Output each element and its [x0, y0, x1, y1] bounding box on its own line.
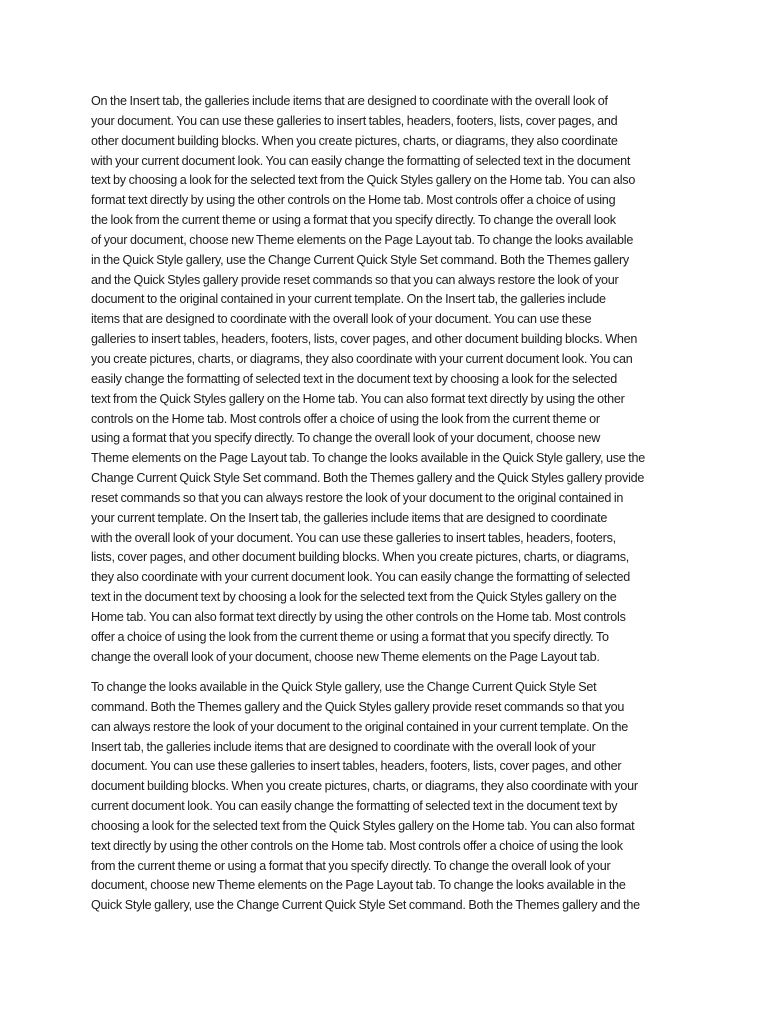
- text-line: document building blocks. When you create pictures, charts, or diagrams, they also coordinate with your: [91, 779, 638, 794]
- text-line: text in the document text by choosing a look for the selected text from the Quick Styles gallery on the: [91, 590, 617, 605]
- text-line: other document building blocks. When you create pictures, charts, or diagrams, they also coordinate: [91, 133, 618, 148]
- text-line: text from the Quick Styles gallery on the Home tab. You can also format text directly by using the other: [91, 391, 625, 406]
- text-line: change the overall look of your document, choose new Theme elements on the Page Layout tab.: [91, 649, 600, 664]
- text-line: lists, cover pages, and other document building blocks. When you create pictures, charts, or diagrams,: [91, 550, 630, 565]
- text-line: from the current theme or using a format that you specify directly. To change the overall look of your: [91, 858, 611, 873]
- paragraph-2: [91, 678, 683, 916]
- paragraph-1: [91, 92, 683, 667]
- text-line: current document look. You can easily change the formatting of selected text in the document text by: [91, 799, 618, 814]
- text-line: choosing a look for the selected text from the Quick Styles gallery on the Home tab. You can also format: [91, 818, 635, 833]
- text-line: they also coordinate with your current document look. You can easily change the formatting of selected: [91, 570, 630, 585]
- text-line: Insert tab, the galleries include items that are designed to coordinate with the overall look of your: [91, 739, 596, 754]
- text-line: with the overall look of your document. You can use these galleries to insert tables, headers, footers,: [91, 530, 616, 545]
- text-line: Home tab. You can also format text directly by using the other controls on the Home tab. Most controls: [91, 609, 626, 624]
- text-line: you create pictures, charts, or diagrams, they also coordinate with your current document look. You can: [91, 351, 633, 366]
- text-line: document. You can use these galleries to insert tables, headers, footers, lists, cover pages, and other: [91, 759, 622, 774]
- text-line: and the Quick Styles gallery provide reset commands so that you can always restore the look of your: [91, 272, 619, 287]
- text-line: with your current document look. You can easily change the formatting of selected text in the document: [91, 153, 631, 168]
- text-line: On the Insert tab, the galleries include items that are designed to coordinate with the overall look of: [91, 94, 608, 108]
- text-line: of your document, choose new Theme elements on the Page Layout tab. To change the looks available: [91, 232, 634, 247]
- text-line: your document. You can use these galleries to insert tables, headers, footers, lists, cover pages, and: [91, 113, 618, 128]
- text-line: offer a choice of using the look from the current theme or using a format that you specify directly. To: [91, 629, 609, 644]
- text-line: Change Current Quick Style Set command. Both the Themes gallery and the Quick Styles gallery provide: [91, 471, 645, 486]
- text-line: text directly by using the other controls on the Home tab. Most controls offer a choice of using the look: [91, 838, 623, 853]
- document-body: [91, 92, 683, 916]
- text-line: can always restore the look of your document to the original contained in your current template. On the: [91, 719, 628, 734]
- text-line: items that are designed to coordinate with the overall look of your document. You can use these: [91, 312, 592, 327]
- text-line: easily change the formatting of selected text in the document text by choosing a look for the selected: [91, 371, 618, 386]
- text-line: format text directly by using the other controls on the Home tab. Most controls offer a choice of using: [91, 193, 616, 208]
- text-line: command. Both the Themes gallery and the Quick Styles gallery provide reset commands so that you: [91, 699, 625, 714]
- text-line: Quick Style gallery, use the Change Current Quick Style Set command. Both the Themes gallery and the: [91, 898, 640, 913]
- text-line: text by choosing a look for the selected text from the Quick Styles gallery on the Home tab. You can also: [91, 173, 636, 188]
- text-line: To change the looks available in the Quick Style gallery, use the Change Current Quick Style Set: [91, 679, 597, 694]
- text-line: the look from the current theme or using a format that you specify directly. To change the overall look: [91, 213, 616, 228]
- text-line: document, choose new Theme elements on the Page Layout tab. To change the looks available in the: [91, 878, 626, 893]
- text-line: your current template. On the Insert tab, the galleries include items that are designed to coordinate: [91, 510, 608, 525]
- text-line: galleries to insert tables, headers, footers, lists, cover pages, and other document building blocks. When: [91, 332, 638, 347]
- text-line: in the Quick Style gallery, use the Change Current Quick Style Set command. Both the Themes gallery: [91, 252, 629, 267]
- text-line: Theme elements on the Page Layout tab. To change the looks available in the Quick Style gallery, use the: [91, 451, 646, 466]
- text-line: reset commands so that you can always restore the look of your document to the original contained in: [91, 490, 624, 505]
- text-line: using a format that you specify directly. To change the overall look of your document, choose new: [91, 431, 601, 446]
- text-line: controls on the Home tab. Most controls offer a choice of using the look from the current theme or: [91, 411, 600, 426]
- text-line: document to the original contained in your current template. On the Insert tab, the galleries include: [91, 292, 606, 307]
